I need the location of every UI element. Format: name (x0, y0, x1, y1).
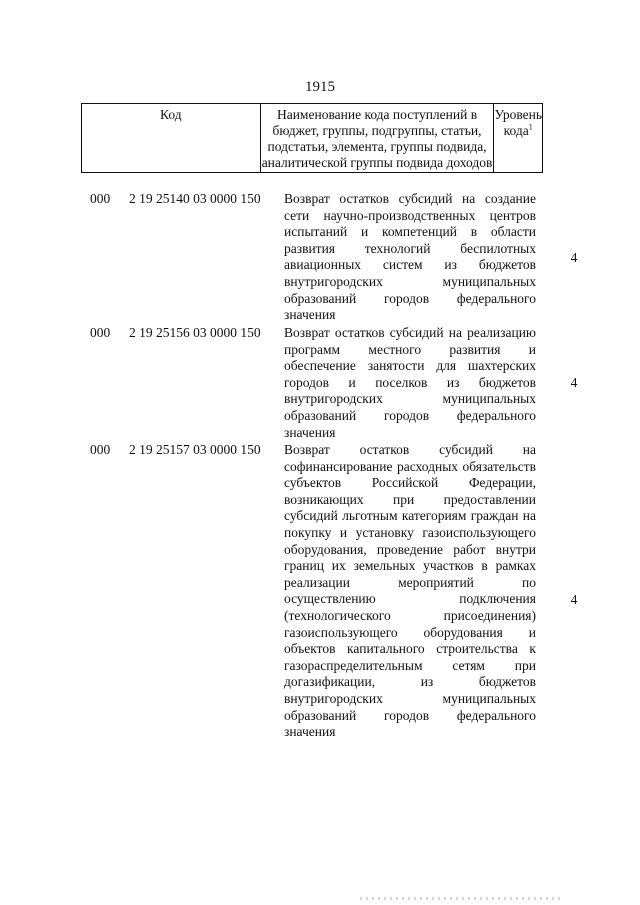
row-budget-code: 2 19 25156 03 0000 150 (129, 325, 261, 340)
header-name: Наименование кода поступлений в бюджет, группы, подгруппы, статьи, подстатьи, элемента, группы подвида, аналитической группы подвида доходов (261, 104, 495, 172)
row-name: Возврат остатков субсидий на софинансирование расходных обязательств субъектов Российской Федерации, возникающих при предоставлении субсидий льготным категориям граждан на покупку и установку газоиспользующего оборудования, проведение работ внутри границ их земельных участков в рамках реализации мероприятий по осуществлению подключения (технологического присоединения) газоиспользующего оборудования и объектов капитального строительства к газораспределительным сетям при догазификации, из бюджетов внутригородских муниципальных образований городов федерального значения (284, 442, 536, 740)
page-number: 1915 (305, 79, 335, 95)
row-level: 4 (570, 592, 578, 607)
row-admin-code: 000 (90, 325, 111, 340)
row-admin-code: 000 (90, 442, 111, 457)
row-admin-code: 000 (90, 191, 111, 206)
row-level: 4 (570, 375, 578, 390)
row-name: Возврат остатков субсидий на создание сети научно-производственных центров испытаний и компетенций в области развития технологий беспилотных авиационных систем из бюджетов внутригородских муниципальных образований городов федерального значения (284, 191, 536, 323)
header-level (494, 104, 542, 172)
scan-artifact (360, 897, 560, 900)
header-code: Код (82, 104, 261, 172)
row-level: 4 (570, 250, 578, 265)
row-budget-code: 2 19 25157 03 0000 150 (129, 442, 261, 457)
row-budget-code: 2 19 25140 03 0000 150 (129, 191, 261, 206)
footnote-marker: 1 (528, 122, 533, 132)
header-level-text: Уровень кода (494, 107, 542, 138)
row-name: Возврат остатков субсидий на реализацию программ местного развития и обеспечение занятости для шахтерских городов и поселков из бюджетов внутригородских муниципальных образований городов федерального значения (284, 325, 536, 440)
table-header (81, 103, 543, 173)
